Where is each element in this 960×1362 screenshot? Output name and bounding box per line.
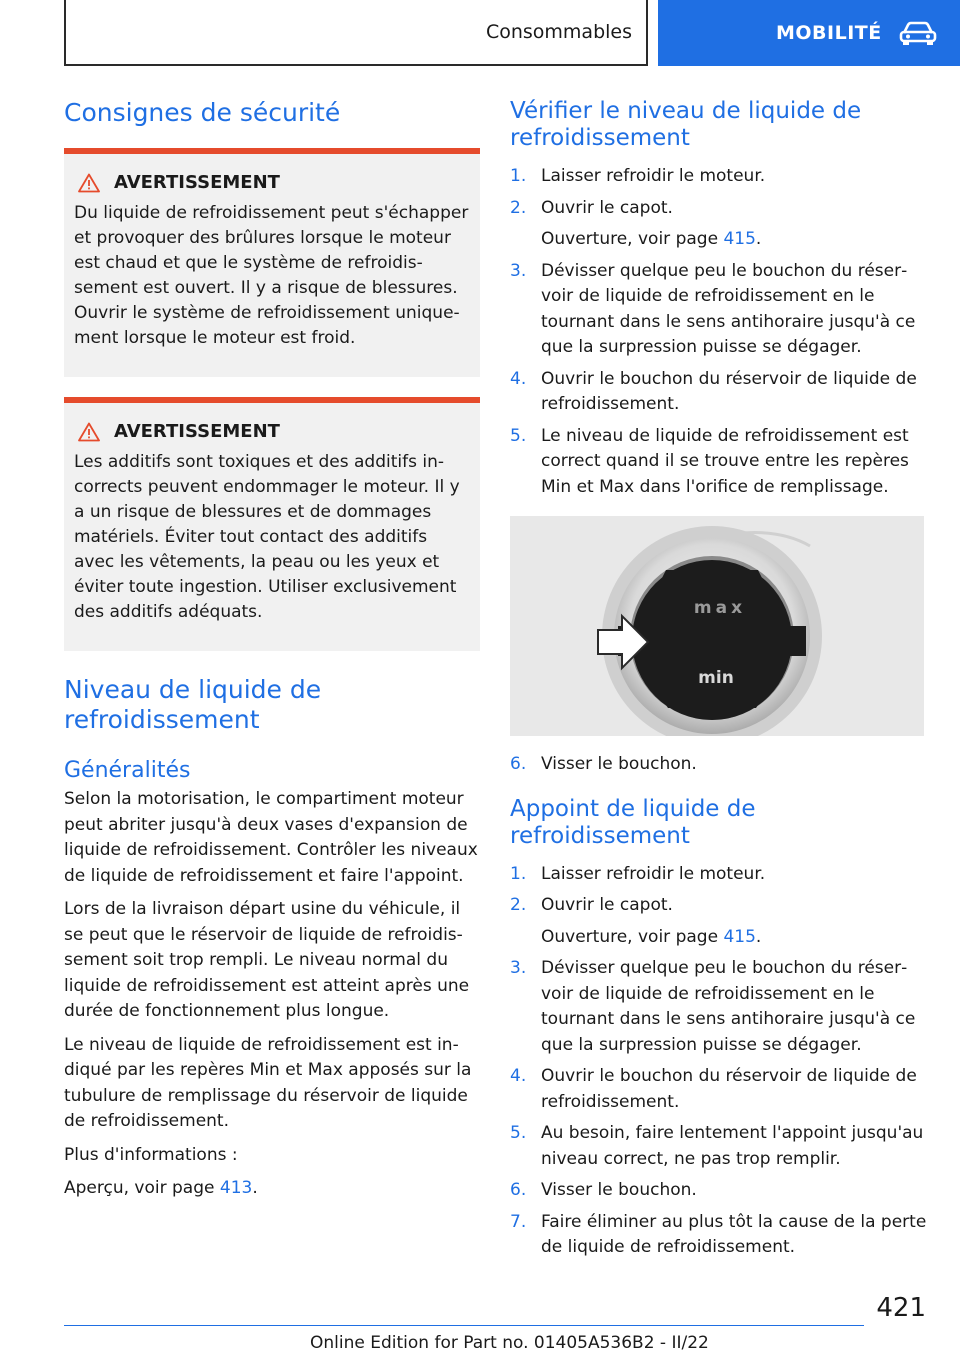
warning-triangle-icon <box>78 173 100 193</box>
step-text: Dévisser quelque peu le bouchon du réservoir de liquide de refroidissement en le tournant dans le sens antihoraire jusqu'à ce que la surpression puisse se dégager. <box>541 260 916 357</box>
step-reference <box>541 925 761 951</box>
page-link-415[interactable]: 415 <box>723 229 756 249</box>
page-number: 421 <box>876 1293 926 1323</box>
warning-header <box>78 172 470 193</box>
step-number: 4. <box>510 1066 527 1086</box>
list-item <box>510 259 930 361</box>
list-item <box>510 752 930 778</box>
warning-text: Les additifs sont toxiques et des additifs incorrects peuvent endommager le moteur. Il y a un risque de blessures et de dommages matériels. Éviter tout contact des additifs avec les vêtements, la peau ou les yeux et éviter toute ingestion. Utiliser exclusivement des additifs adéquats. <box>74 452 460 622</box>
list-item <box>510 862 930 888</box>
step-number: 6. <box>510 1180 527 1200</box>
step-text: Le niveau de liquide de refroidissement est correct quand il se trouve entre les repères Min et Max dans l'orifice de remplissage. <box>541 425 909 497</box>
step-text: Visser le bouchon. <box>541 754 697 774</box>
step-number: 1. <box>510 863 527 884</box>
warning-box-2 <box>64 397 480 651</box>
general-paragraph-3: Le niveau de liquide de refroidissement est indiqué par les repères Min et Max apposés sur la tubulure de remplissage du réservoir de liquide de refroidissement. <box>64 1034 472 1131</box>
step-number: 3. <box>510 958 527 978</box>
warning-triangle-icon <box>78 422 100 442</box>
step-text: Faire éliminer au plus tôt la cause de la perte de liquide de refroidissement. <box>541 1211 927 1257</box>
header-chapter-tab <box>658 0 960 66</box>
list-item <box>510 1064 930 1115</box>
topup-steps-list <box>510 862 930 1261</box>
step-body <box>541 367 930 418</box>
step-number: 6. <box>510 754 527 774</box>
warning-label: AVERTISSEMENT <box>114 421 280 442</box>
reference-text: Ouverture, voir page <box>541 926 724 947</box>
check-step-6-list <box>510 752 930 778</box>
general-title: Généralités <box>64 758 191 783</box>
check-steps-list <box>510 164 930 500</box>
step-body <box>541 196 761 253</box>
general-paragraph-2: Lors de la livraison départ usine du véhicule, il se peut que le réservoir de liquide de refroidissement soit trop rempli. Le niveau normal du liquide de refroidissement est atteint après une durée de fonctionnement plus longue. <box>64 899 470 1021</box>
car-icon <box>898 21 938 45</box>
step-body <box>541 956 930 1058</box>
page-link-413[interactable]: 413 <box>219 1178 253 1198</box>
step-reference <box>541 227 761 253</box>
step-text: Ouvrir le bouchon du réservoir de liquide de refroidissement. <box>541 368 917 414</box>
general-paragraph-1: Selon la motorisation, le compartiment moteur peut abriter jusqu'à deux vases d'expansion de liquide de refroidissement. Contrôler les niveaux de liquide de refroidissement et faire l'appoint. <box>64 789 478 886</box>
step-text: Laisser refroidir le moteur. <box>541 166 766 186</box>
step-body <box>541 1064 930 1115</box>
step-number: 5. <box>510 425 527 446</box>
header-section-tab <box>64 0 648 66</box>
reference-text: Ouverture, voir page <box>541 229 724 249</box>
list-item <box>510 164 930 190</box>
reference-end: . <box>252 1178 258 1198</box>
step-number: 5. <box>510 1123 527 1143</box>
filler-neck-illustration <box>510 516 924 736</box>
step-number: 3. <box>510 260 527 281</box>
coolant-level-title: Niveau de liquide de refroidissement <box>64 675 322 734</box>
step-body <box>541 1121 930 1172</box>
page-link-415[interactable]: 415 <box>723 926 756 947</box>
step-body <box>541 424 930 501</box>
list-item <box>510 956 930 1058</box>
filler-neck-image <box>510 516 924 736</box>
step-body <box>541 259 930 361</box>
step-number: 4. <box>510 368 527 389</box>
reference-end: . <box>755 926 762 947</box>
footer-edition: Online Edition for Part no. 01405A536B2 - II/22 <box>310 1333 709 1353</box>
step-text: Visser le bouchon. <box>541 1180 697 1200</box>
min-mark-label: min <box>698 668 734 688</box>
step-number: 2. <box>510 895 527 915</box>
step-text: Ouvrir le capot. <box>541 895 673 915</box>
step-text: Au besoin, faire lentement l'appoint jusqu'au niveau correct, ne pas trop remplir. <box>541 1123 924 1169</box>
step-text: Ouvrir le capot. <box>541 197 673 218</box>
warning-box-1 <box>64 148 480 377</box>
warning-header <box>78 421 470 442</box>
step-number: 2. <box>510 197 527 218</box>
reference-text: Aperçu, voir page <box>64 1178 220 1198</box>
list-item <box>510 196 930 253</box>
step-body <box>541 1178 697 1204</box>
reference-end: . <box>755 229 762 249</box>
step-text: Dévisser quelque peu le bouchon du réservoir de liquide de refroidissement en le tournant dans le sens antihoraire jusqu'à ce que la surpression puisse se dégager. <box>541 958 916 1055</box>
list-item <box>510 1178 930 1204</box>
step-body <box>541 1210 930 1261</box>
check-level-title: Vérifier le niveau de liquide de refroidissement <box>510 98 862 151</box>
step-number: 7. <box>510 1211 527 1232</box>
footer-divider <box>64 1325 864 1326</box>
warning-text: Du liquide de refroidissement peut s'échapper et provoquer des brûlures lorsque le moteur est chaud et que le système de refroidissement est ouvert. Il y a risque de blessures. Ouvrir le système de refroidissement uniquement lorsque le moteur est froid. <box>74 203 469 348</box>
step-body <box>541 862 765 888</box>
max-mark-label: max <box>693 598 747 618</box>
step-text: Laisser refroidir le moteur. <box>541 863 766 884</box>
list-item <box>510 1210 930 1261</box>
left-column <box>64 98 480 1210</box>
list-item <box>510 1121 930 1172</box>
more-info-label: Plus d'informations : <box>64 1144 238 1165</box>
list-item <box>510 893 930 950</box>
step-number: 1. <box>510 166 527 186</box>
header-section-label: Consommables <box>485 21 632 43</box>
overview-reference <box>64 1176 480 1202</box>
step-body <box>541 164 765 190</box>
safety-title: Consignes de sécurité <box>64 98 341 127</box>
list-item <box>510 367 930 418</box>
step-body <box>541 893 761 950</box>
warning-label: AVERTISSEMENT <box>114 172 280 193</box>
right-column <box>510 98 930 1267</box>
topup-title: Appoint de liquide de refroidissement <box>510 795 756 849</box>
list-item <box>510 424 930 501</box>
step-text: Ouvrir le bouchon du réservoir de liquide de refroidissement. <box>541 1066 917 1112</box>
header-chapter-label: MOBILITÉ <box>776 22 882 44</box>
